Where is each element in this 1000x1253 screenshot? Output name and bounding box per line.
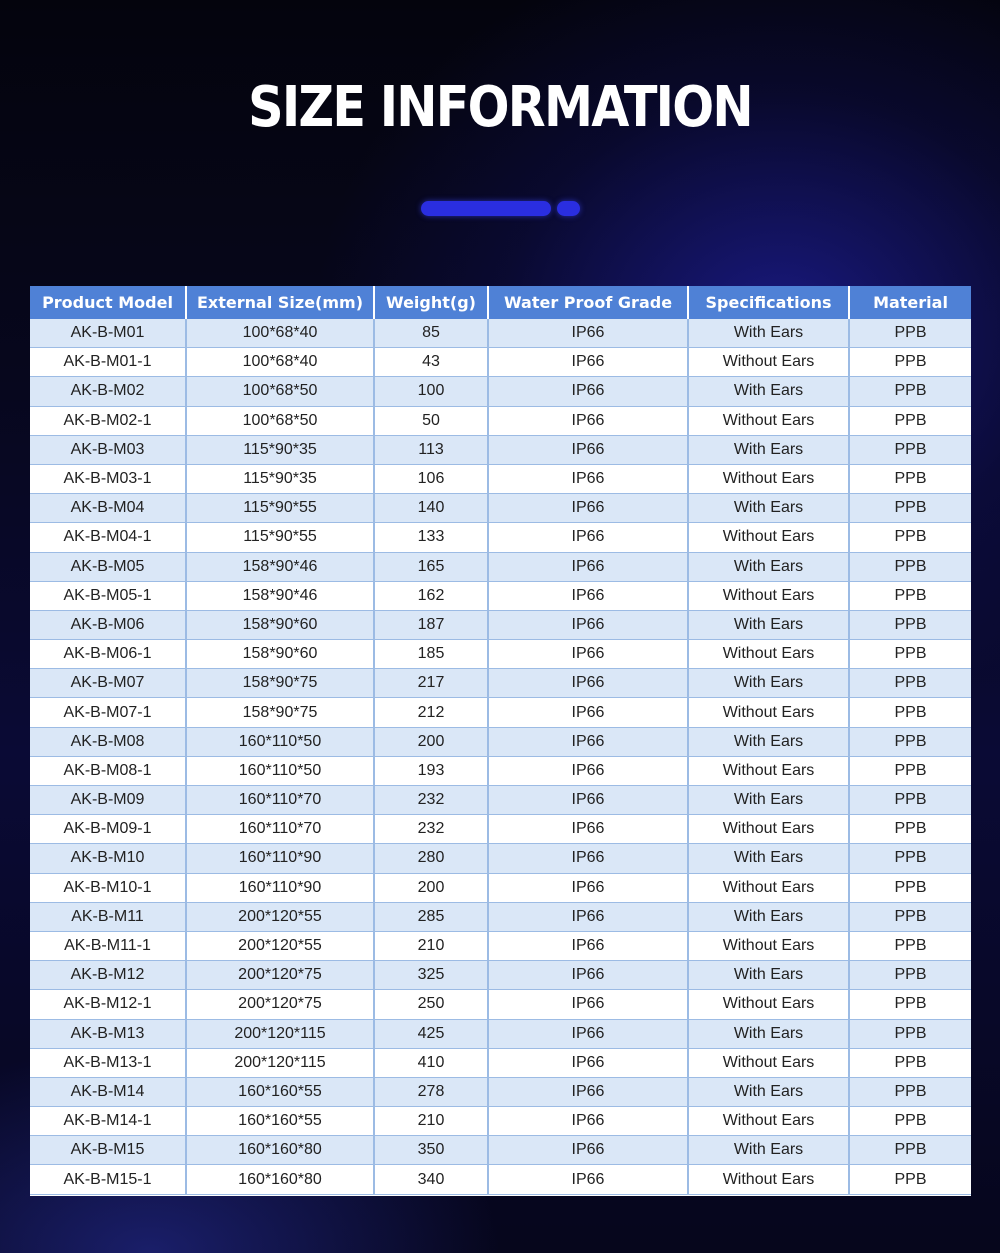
table-row — [30, 756, 971, 785]
cell-water-proof-grade: IP66 — [488, 377, 688, 406]
cell-weight: 232 — [374, 815, 488, 844]
cell-weight: 85 — [374, 319, 488, 348]
cell-product-model: AK-B-M09-1 — [30, 815, 186, 844]
cell-water-proof-grade: IP66 — [488, 786, 688, 815]
cell-external-size: 100*68*40 — [186, 348, 374, 377]
cell-water-proof-grade: IP66 — [488, 435, 688, 464]
table-row — [30, 581, 971, 610]
cell-weight: 340 — [374, 1165, 488, 1194]
cell-external-size: 160*110*50 — [186, 756, 374, 785]
cell-water-proof-grade: IP66 — [488, 523, 688, 552]
cell-product-model: AK-B-M10-1 — [30, 873, 186, 902]
cell-external-size: 160*160*55 — [186, 1107, 374, 1136]
cell-external-size: 160*160*55 — [186, 1077, 374, 1106]
header-specifications: Specifications — [688, 286, 849, 319]
cell-water-proof-grade: IP66 — [488, 727, 688, 756]
cell-specifications: Without Ears — [688, 464, 849, 493]
cell-water-proof-grade: IP66 — [488, 494, 688, 523]
cell-material: PPB — [849, 552, 971, 581]
cell-specifications: With Ears — [688, 610, 849, 639]
cell-product-model: AK-B-M07 — [30, 669, 186, 698]
cell-specifications: With Ears — [688, 1136, 849, 1165]
cell-specifications: Without Ears — [688, 698, 849, 727]
cell-product-model: AK-B-M06-1 — [30, 640, 186, 669]
table-row — [30, 494, 971, 523]
table-header-row — [30, 286, 971, 319]
table-row — [30, 698, 971, 727]
cell-material: PPB — [849, 786, 971, 815]
cell-product-model: AK-B-M05-1 — [30, 581, 186, 610]
cell-water-proof-grade: IP66 — [488, 406, 688, 435]
cell-specifications: With Ears — [688, 902, 849, 931]
cell-external-size: 160*110*70 — [186, 786, 374, 815]
cell-external-size: 160*160*80 — [186, 1165, 374, 1194]
cell-weight: 140 — [374, 494, 488, 523]
cell-material: PPB — [849, 931, 971, 960]
table-row — [30, 464, 971, 493]
cell-material: PPB — [849, 1019, 971, 1048]
cell-weight: 50 — [374, 406, 488, 435]
cell-material: PPB — [849, 1048, 971, 1077]
cell-specifications: With Ears — [688, 377, 849, 406]
cell-product-model: AK-B-M07-1 — [30, 698, 186, 727]
cell-external-size: 158*90*75 — [186, 698, 374, 727]
cell-material: PPB — [849, 1136, 971, 1165]
cell-material: PPB — [849, 319, 971, 348]
cell-specifications: With Ears — [688, 1077, 849, 1106]
cell-external-size: 200*120*55 — [186, 902, 374, 931]
cell-product-model: AK-B-M02 — [30, 377, 186, 406]
table-row — [30, 377, 971, 406]
cell-product-model: AK-B-M10 — [30, 844, 186, 873]
cell-product-model: AK-B-M14-1 — [30, 1107, 186, 1136]
cell-specifications: Without Ears — [688, 348, 849, 377]
cell-product-model: AK-B-M14 — [30, 1077, 186, 1106]
cell-product-model: AK-B-M15-1 — [30, 1165, 186, 1194]
cell-specifications: With Ears — [688, 786, 849, 815]
cell-material: PPB — [849, 1107, 971, 1136]
cell-product-model: AK-B-M01-1 — [30, 348, 186, 377]
cell-water-proof-grade: IP66 — [488, 698, 688, 727]
cell-external-size: 158*90*46 — [186, 581, 374, 610]
cell-specifications: Without Ears — [688, 640, 849, 669]
cell-product-model: AK-B-M11-1 — [30, 931, 186, 960]
cell-material: PPB — [849, 1165, 971, 1194]
table-row — [30, 610, 971, 639]
cell-weight: 185 — [374, 640, 488, 669]
cell-material: PPB — [849, 1077, 971, 1106]
table-row — [30, 406, 971, 435]
cell-water-proof-grade: IP66 — [488, 990, 688, 1019]
cell-specifications: Without Ears — [688, 931, 849, 960]
cell-material: PPB — [849, 435, 971, 464]
cell-material: PPB — [849, 610, 971, 639]
table-row — [30, 961, 971, 990]
cell-product-model: AK-B-M05 — [30, 552, 186, 581]
header-external-size: External Size(mm) — [186, 286, 374, 319]
cell-external-size: 160*110*50 — [186, 727, 374, 756]
size-table — [30, 286, 971, 1195]
cell-external-size: 160*160*80 — [186, 1136, 374, 1165]
header-product-model: Product Model — [30, 286, 186, 319]
cell-specifications: Without Ears — [688, 523, 849, 552]
table-row — [30, 844, 971, 873]
cell-product-model: AK-B-M08-1 — [30, 756, 186, 785]
table-row — [30, 640, 971, 669]
cell-water-proof-grade: IP66 — [488, 961, 688, 990]
cell-water-proof-grade: IP66 — [488, 1048, 688, 1077]
cell-material: PPB — [849, 727, 971, 756]
cell-weight: 113 — [374, 435, 488, 464]
size-table-container — [30, 286, 971, 1196]
cell-product-model: AK-B-M02-1 — [30, 406, 186, 435]
cell-specifications: With Ears — [688, 319, 849, 348]
cell-water-proof-grade: IP66 — [488, 1107, 688, 1136]
cell-weight: 425 — [374, 1019, 488, 1048]
cell-weight: 165 — [374, 552, 488, 581]
cell-product-model: AK-B-M15 — [30, 1136, 186, 1165]
cell-product-model: AK-B-M12-1 — [30, 990, 186, 1019]
cell-water-proof-grade: IP66 — [488, 873, 688, 902]
table-row — [30, 552, 971, 581]
cell-water-proof-grade: IP66 — [488, 756, 688, 785]
cell-water-proof-grade: IP66 — [488, 581, 688, 610]
cell-material: PPB — [849, 815, 971, 844]
cell-external-size: 160*110*70 — [186, 815, 374, 844]
cell-product-model: AK-B-M08 — [30, 727, 186, 756]
cell-specifications: Without Ears — [688, 873, 849, 902]
cell-product-model: AK-B-M03-1 — [30, 464, 186, 493]
table-row — [30, 1136, 971, 1165]
cell-product-model: AK-B-M04 — [30, 494, 186, 523]
cell-water-proof-grade: IP66 — [488, 931, 688, 960]
header-water-proof-grade: Water Proof Grade — [488, 286, 688, 319]
cell-external-size: 160*110*90 — [186, 873, 374, 902]
cell-water-proof-grade: IP66 — [488, 1019, 688, 1048]
cell-material: PPB — [849, 523, 971, 552]
cell-weight: 280 — [374, 844, 488, 873]
cell-water-proof-grade: IP66 — [488, 319, 688, 348]
table-row — [30, 348, 971, 377]
cell-product-model: AK-B-M13 — [30, 1019, 186, 1048]
cell-water-proof-grade: IP66 — [488, 815, 688, 844]
cell-weight: 250 — [374, 990, 488, 1019]
cell-product-model: AK-B-M04-1 — [30, 523, 186, 552]
cell-material: PPB — [849, 698, 971, 727]
cell-product-model: AK-B-M11 — [30, 902, 186, 931]
cell-external-size: 158*90*60 — [186, 640, 374, 669]
cell-water-proof-grade: IP66 — [488, 640, 688, 669]
cell-weight: 193 — [374, 756, 488, 785]
cell-water-proof-grade: IP66 — [488, 902, 688, 931]
cell-material: PPB — [849, 348, 971, 377]
cell-weight: 133 — [374, 523, 488, 552]
cell-weight: 217 — [374, 669, 488, 698]
cell-material: PPB — [849, 377, 971, 406]
cell-weight: 285 — [374, 902, 488, 931]
cell-material: PPB — [849, 464, 971, 493]
table-row — [30, 319, 971, 348]
cell-product-model: AK-B-M09 — [30, 786, 186, 815]
cell-external-size: 200*120*55 — [186, 931, 374, 960]
cell-weight: 162 — [374, 581, 488, 610]
cell-water-proof-grade: IP66 — [488, 464, 688, 493]
cell-product-model: AK-B-M03 — [30, 435, 186, 464]
cell-external-size: 158*90*75 — [186, 669, 374, 698]
header-material: Material — [849, 286, 971, 319]
cell-product-model: AK-B-M12 — [30, 961, 186, 990]
table-row — [30, 815, 971, 844]
cell-external-size: 115*90*55 — [186, 523, 374, 552]
cell-external-size: 100*68*40 — [186, 319, 374, 348]
cell-specifications: Without Ears — [688, 1165, 849, 1194]
cell-weight: 200 — [374, 873, 488, 902]
cell-weight: 410 — [374, 1048, 488, 1077]
table-row — [30, 931, 971, 960]
cell-specifications: Without Ears — [688, 756, 849, 785]
cell-water-proof-grade: IP66 — [488, 348, 688, 377]
cell-specifications: Without Ears — [688, 581, 849, 610]
cell-specifications: With Ears — [688, 1019, 849, 1048]
cell-external-size: 115*90*55 — [186, 494, 374, 523]
cell-external-size: 115*90*35 — [186, 464, 374, 493]
cell-material: PPB — [849, 961, 971, 990]
cell-weight: 210 — [374, 931, 488, 960]
cell-product-model: AK-B-M01 — [30, 319, 186, 348]
cell-weight: 210 — [374, 1107, 488, 1136]
decorative-bar-short — [557, 201, 580, 216]
cell-weight: 278 — [374, 1077, 488, 1106]
cell-weight: 212 — [374, 698, 488, 727]
cell-weight: 350 — [374, 1136, 488, 1165]
cell-specifications: Without Ears — [688, 1048, 849, 1077]
cell-external-size: 200*120*115 — [186, 1048, 374, 1077]
cell-external-size: 100*68*50 — [186, 406, 374, 435]
cell-specifications: With Ears — [688, 727, 849, 756]
cell-water-proof-grade: IP66 — [488, 552, 688, 581]
cell-water-proof-grade: IP66 — [488, 1136, 688, 1165]
cell-specifications: With Ears — [688, 552, 849, 581]
table-row — [30, 523, 971, 552]
cell-material: PPB — [849, 406, 971, 435]
table-row — [30, 873, 971, 902]
cell-weight: 100 — [374, 377, 488, 406]
cell-water-proof-grade: IP66 — [488, 610, 688, 639]
cell-external-size: 100*68*50 — [186, 377, 374, 406]
table-row — [30, 727, 971, 756]
cell-external-size: 158*90*46 — [186, 552, 374, 581]
cell-material: PPB — [849, 990, 971, 1019]
cell-material: PPB — [849, 873, 971, 902]
cell-external-size: 160*110*90 — [186, 844, 374, 873]
table-row — [30, 1077, 971, 1106]
cell-product-model: AK-B-M06 — [30, 610, 186, 639]
cell-water-proof-grade: IP66 — [488, 669, 688, 698]
table-row — [30, 786, 971, 815]
cell-material: PPB — [849, 844, 971, 873]
table-row — [30, 1107, 971, 1136]
cell-external-size: 200*120*75 — [186, 961, 374, 990]
cell-material: PPB — [849, 640, 971, 669]
cell-specifications: With Ears — [688, 844, 849, 873]
cell-specifications: With Ears — [688, 494, 849, 523]
cell-material: PPB — [849, 756, 971, 785]
table-row — [30, 435, 971, 464]
cell-material: PPB — [849, 669, 971, 698]
cell-product-model: AK-B-M13-1 — [30, 1048, 186, 1077]
page-title: SIZE INFORMATION — [248, 75, 752, 140]
cell-specifications: Without Ears — [688, 815, 849, 844]
cell-weight: 106 — [374, 464, 488, 493]
cell-specifications: With Ears — [688, 961, 849, 990]
cell-water-proof-grade: IP66 — [488, 844, 688, 873]
table-row — [30, 902, 971, 931]
cell-external-size: 200*120*115 — [186, 1019, 374, 1048]
cell-weight: 200 — [374, 727, 488, 756]
table-row — [30, 1165, 971, 1194]
cell-specifications: With Ears — [688, 435, 849, 464]
cell-material: PPB — [849, 581, 971, 610]
cell-weight: 43 — [374, 348, 488, 377]
cell-material: PPB — [849, 494, 971, 523]
cell-external-size: 158*90*60 — [186, 610, 374, 639]
cell-water-proof-grade: IP66 — [488, 1077, 688, 1106]
cell-specifications: Without Ears — [688, 990, 849, 1019]
cell-water-proof-grade: IP66 — [488, 1165, 688, 1194]
table-row — [30, 669, 971, 698]
table-row — [30, 990, 971, 1019]
cell-material: PPB — [849, 902, 971, 931]
cell-weight: 232 — [374, 786, 488, 815]
header-weight: Weight(g) — [374, 286, 488, 319]
cell-weight: 187 — [374, 610, 488, 639]
cell-external-size: 200*120*75 — [186, 990, 374, 1019]
table-body — [30, 319, 971, 1194]
decorative-bar-long — [421, 201, 551, 216]
cell-external-size: 115*90*35 — [186, 435, 374, 464]
cell-specifications: Without Ears — [688, 406, 849, 435]
table-row — [30, 1019, 971, 1048]
cell-specifications: With Ears — [688, 669, 849, 698]
cell-weight: 325 — [374, 961, 488, 990]
cell-specifications: Without Ears — [688, 1107, 849, 1136]
table-row — [30, 1048, 971, 1077]
